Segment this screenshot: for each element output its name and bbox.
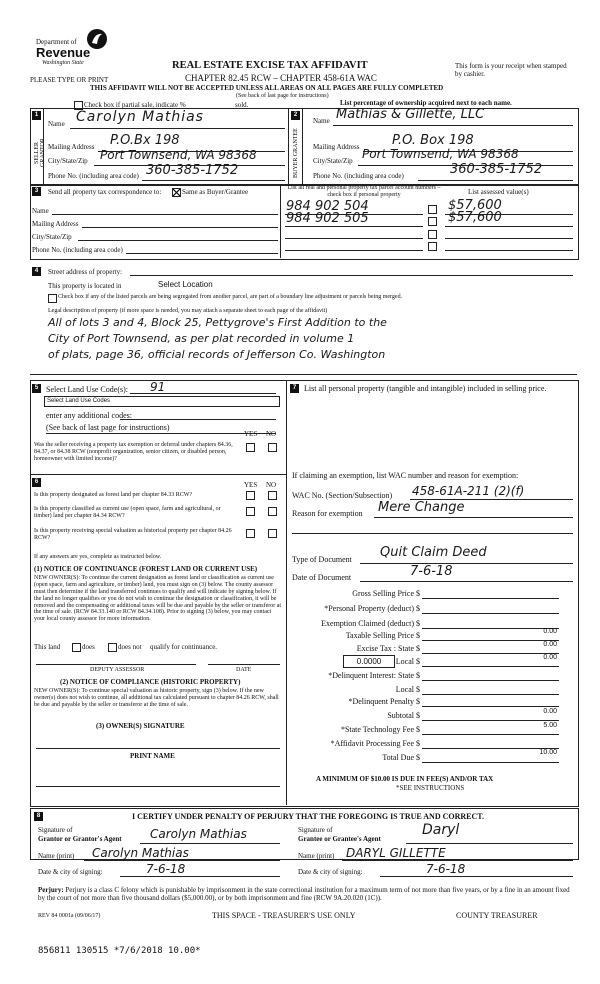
grantee-sig-label-1: Signature of [298, 826, 333, 834]
seller-city-label: City/State/Zip [48, 157, 88, 165]
buyer-mailing[interactable]: P.O. Box 198 [392, 133, 474, 148]
warning-line: THIS AFFIDAVIT WILL NOT BE ACCEPTED UNLESS ALL AREAS ON ALL PAGES ARE FULLY COMPLETED [90, 84, 444, 92]
land-does-checkbox[interactable] [72, 643, 81, 652]
grantor-name-label: Name (print) [38, 852, 75, 860]
buyer-phone-label: Phone No. (including area code) [313, 172, 404, 180]
fee-value-total[interactable]: 10.00 [539, 749, 557, 756]
doc-date-value[interactable]: 7-6-18 [410, 564, 453, 579]
land-does-not-checkbox[interactable] [108, 643, 117, 652]
land-does-label: does [82, 643, 95, 651]
fee-value-local[interactable]: 0.00 [543, 654, 557, 661]
corr-phone-label: Phone No. (including area code) [32, 246, 123, 254]
perjury-note [38, 886, 576, 902]
deputy-date-label: DATE [236, 667, 252, 673]
wac-label: WAC No. (Section/Subsection) [292, 491, 393, 500]
fee-label-exemption: Exemption Claimed (deduct) $ [321, 619, 420, 628]
grantor-sig-label-1: Signature of [38, 826, 73, 834]
treasurer-space: THIS SPACE - TREASURER'S USE ONLY [212, 911, 356, 920]
fee-label-subtotal: Subtotal $ [387, 711, 420, 720]
grantee-date-label: Date & city of signing: [298, 868, 363, 876]
qualify-label: qualify for continuance. [150, 643, 218, 651]
grantee-name[interactable]: DARYL GILLETTE [346, 846, 446, 860]
location-select[interactable]: Select Location [158, 280, 213, 289]
legal-description-label: Legal description of property (if more space is needed, you may attach a separate sheet to each page of the affidavit) [48, 308, 328, 314]
current-use-no-checkbox[interactable] [268, 507, 277, 516]
seller-phone-label: Phone No. (including area code) [48, 172, 139, 180]
corr-mailing-label: Mailing Address [32, 220, 79, 228]
s5-no-checkbox[interactable] [268, 443, 277, 452]
see-back-section5: (See back of last page for instructions) [46, 423, 170, 432]
seller-name-label: Name [48, 120, 65, 128]
notice-compliance-text: NEW OWNER(S): To continue special valuation as historic property, sign (3) below. If the new owner(s) does not wish to continue, all additional tax calculated pursuant to chapter 84.26 RCW, shall be due and payable by the seller or transferor at the time of sale. [34, 688, 279, 708]
certify-statement: I CERTIFY UNDER PENALTY OF PERJURY THAT THE FOREGOING IS TRUE AND CORRECT. [132, 812, 485, 821]
fee-label-delinq-interest-local: Local $ [395, 685, 420, 694]
fee-label-delinq-interest-state: *Delinquent Interest: State $ [328, 671, 420, 680]
buyer-phone[interactable]: 360-385-1752 [450, 162, 543, 177]
current-use-question: Is this property classified as current use (open space, farm and agricultural, or timber) land per chapter 84.34 RCW? [34, 506, 221, 519]
buyer-grantee-label: BUYER GRANTEE [293, 128, 299, 178]
forest-no-checkbox[interactable] [268, 491, 277, 500]
ownership-note: List percentage of ownership acquired next to each name. [340, 99, 512, 107]
section-5-number: 5 [32, 384, 41, 393]
exemption-claim-note: If claiming an exemption, list WAC number and reason for exemption: [292, 471, 519, 480]
same-as-buyer-label: Same as Buyer/Grantee [182, 188, 249, 196]
see-instructions-note: *SEE INSTRUCTIONS [396, 784, 465, 792]
corr-name-label: Name [32, 207, 49, 215]
deputy-assessor-label: DEPUTY ASSESSOR [90, 667, 145, 673]
if-yes-note: If any answers are yes, complete as instructed below. [34, 554, 162, 560]
receipt-note: This form is your receipt when stamped by cashier. [455, 62, 567, 79]
street-address-label: Street address of property: [48, 268, 123, 276]
section-7-number: 7 [290, 384, 299, 393]
check-mark-icon [173, 189, 180, 196]
fee-value-taxable[interactable]: 0.00 [543, 628, 557, 635]
land-does-not-label: does not [118, 643, 142, 651]
perjury-label: Perjury: [38, 886, 64, 894]
additional-codes-label: enter any additional codes: [46, 411, 132, 420]
legal-line-2[interactable]: City of Port Townsend, as per plat recorded in volume 1 [48, 332, 355, 345]
reason-value[interactable]: Mere Change [378, 500, 465, 515]
minimum-due-note: A MINIMUM OF $10.00 IS DUE IN FEE(S) AND/OR TAX [316, 775, 494, 783]
form-title: REAL ESTATE EXCISE TAX AFFIDAVIT [172, 60, 368, 71]
fee-label-delinq-penalty: *Delinquent Penalty $ [348, 697, 420, 706]
corr-city-label: City/State/Zip [32, 233, 72, 241]
segregated-note: Check box if any of the listed parcels are being segregated from another parcel, are part of a boundary line adjustment or parcels being merged. [58, 294, 403, 300]
wac-value[interactable]: 458-61A-211 (2)(f) [412, 484, 525, 498]
segregated-checkbox[interactable] [48, 294, 57, 303]
assessed-value-1[interactable]: $57,600 [448, 198, 502, 213]
grantor-date[interactable]: 7-6-18 [146, 862, 186, 876]
print-name-label: PRINT NAME [130, 752, 175, 760]
seller-mailing-label: Mailing Address [48, 143, 95, 151]
fee-value-excise-state[interactable]: 0.00 [543, 641, 557, 648]
grantor-name[interactable]: Carolyn Mathias [92, 846, 189, 860]
parcel-4-personal-checkbox[interactable] [428, 242, 437, 251]
doc-date-label: Date of Document [292, 573, 352, 582]
seller-name[interactable]: Carolyn Mathias [76, 109, 204, 125]
fee-label-personal: *Personal Property (deduct) $ [324, 604, 420, 613]
parcel-2[interactable]: 984 902 505 [286, 211, 369, 226]
section-6-number: 6 [32, 478, 41, 487]
historic-yes-checkbox[interactable] [246, 529, 255, 538]
county-treasurer: COUNTY TREASURER [456, 911, 538, 920]
personal-property-note: List all personal property (tangible and intangible) included in selling price. [304, 384, 547, 393]
same-as-buyer-checkbox[interactable] [172, 188, 181, 197]
parcel-2-personal-checkbox[interactable] [428, 217, 437, 226]
buyer-city-label: City/State/Zip [313, 157, 353, 165]
buyer-name-label: Name [313, 117, 330, 125]
legal-line-1[interactable]: All of lots 3 and 4, Block 25, Pettygrove's First Addition to the [48, 316, 387, 329]
fee-label-gross: Gross Selling Price $ [352, 589, 420, 598]
s6-no: NO [266, 481, 277, 489]
land-use-code[interactable]: 91 [150, 380, 166, 394]
fee-label-tech: *State Technology Fee $ [340, 725, 420, 734]
fee-label-excise-state: Excise Tax : State $ [356, 644, 420, 653]
cashier-stamp: 856811 130515 *7/6/2018 10.00* [38, 946, 201, 956]
print-note: PLEASE TYPE OR PRINT [30, 76, 109, 84]
revenue-wordmark: Revenue [36, 45, 91, 60]
section-4-number: 4 [32, 267, 41, 276]
washington-state: Washington State [42, 60, 84, 66]
fee-label-taxable: Taxable Selling Price $ [345, 631, 420, 640]
parcel-1-personal-checkbox[interactable] [428, 205, 437, 214]
legal-line-3[interactable]: of plats, page 36, official records of Jefferson Co. Washington [48, 348, 386, 361]
section-8-number: 8 [34, 812, 43, 821]
section-2-number: 2 [291, 111, 300, 120]
grantor-signature[interactable]: Carolyn Mathias [150, 827, 247, 841]
forest-yes-checkbox[interactable] [246, 491, 255, 500]
chapter-line: CHAPTER 82.45 RCW – CHAPTER 458-61A WAC [185, 73, 377, 83]
current-use-yes-checkbox[interactable] [246, 507, 255, 516]
section-3-number: 3 [32, 187, 41, 196]
parcel-1[interactable]: 984 902 504 [286, 199, 369, 214]
forest-question: Is this property designated as forest land per chapter 84.33 RCW? [34, 492, 193, 498]
see-back-header: (See back of last page for instructions) [236, 93, 329, 99]
fee-label-total: Total Due $ [382, 753, 420, 762]
s5-no: NO [266, 430, 277, 438]
rev-number: REV 84 0001a (09/06/17) [38, 913, 101, 919]
s5-yes: YES [244, 430, 258, 438]
notice-compliance-title: (2) NOTICE OF COMPLIANCE (HISTORIC PROPERTY) [60, 678, 241, 686]
historic-no-checkbox[interactable] [268, 529, 277, 538]
seller-mailing[interactable]: P.O.Bx 198 [110, 133, 180, 148]
buyer-mailing-label: Mailing Address [313, 143, 360, 151]
grantee-signature[interactable]: Daryl [422, 822, 460, 838]
this-land-label: This land [34, 643, 61, 651]
grantee-date[interactable]: 7-6-18 [426, 862, 466, 876]
reason-label: Reason for exemption [292, 509, 363, 518]
grantee-sig-label-2: Grantee or Grantee's Agent [298, 835, 381, 843]
notice-continuance-text: NEW OWNER(S): To continue the current designation as forest land or classification as current use (open space, farm and agriculture, or timber) land, you must sign on (3) below. The county assessor must then determine if the land transferred continues to qualify and will indicate by signing below. If the land no longer qualifies or you do not wish to continue the designation or classification, it will be removed and the compensating or additional taxes will be due and payable by the seller or transferor at the time of sale. (RCW 84.33.140 or RCW 84.34.108). Prior to signing (3) below, you may contact your local county assessor for more information. [34, 575, 282, 623]
grantee-name-label: Name (print) [298, 852, 335, 860]
historic-question: Is this property receiving special valuation as historical property per chapter 84.26 RCW? [34, 528, 232, 541]
grantor-sig-label-2: Grantor or Grantor's Agent [38, 835, 122, 843]
parcel-header: List all real and personal property tax parcel account numbers – check box if personal property [287, 185, 441, 198]
assessed-header: List assessed value(s) [468, 188, 529, 196]
section-1-number: 1 [32, 111, 41, 120]
notice-continuance-title: (1) NOTICE OF CONTINUANCE (FOREST LAND OR CURRENT USE) [34, 565, 258, 573]
land-use-label: Select Land Use Code(s): [46, 385, 128, 394]
dor-logo [36, 28, 116, 72]
land-use-dropdown[interactable]: Select Land Use Codes [44, 396, 280, 407]
fee-label-local: Local $ [395, 657, 420, 666]
send-correspondence-label: Send all property tax correspondence to: [48, 188, 162, 196]
sold-label: sold. [235, 101, 249, 109]
exemption-question: Was the seller receiving a property tax exemption or deferral under chapters 84.36, 84.37, or 84.38 RCW (nonprofit organization, senior citizen, or disabled person, homeowner with limited income)? [34, 442, 233, 462]
fee-label-processing: *Affidavit Processing Fee $ [330, 739, 420, 748]
located-label: This property is located in [48, 282, 122, 290]
dept-of: Department of [36, 38, 77, 46]
perjury-text: Perjury is a class C felony which is punishable by imprisonment in the state correctional institution for a maximum term of not more than five years, or by a fine in an amount fixed by the court of not more than five thousand dollars ($5,000.00), or by both imprisonment and fine (RCW 9A.20.020 (1C)). [38, 886, 570, 903]
grantor-date-label: Date & city of signing: [38, 868, 103, 876]
buyer-city[interactable]: Port Townsend, WA 98368 [362, 147, 519, 161]
owner-signature-label: (3) OWNER(S) SIGNATURE [96, 722, 185, 730]
assessed-value-2[interactable]: $57,600 [448, 210, 502, 225]
seller-grantor-label: SELLER [34, 142, 40, 164]
seller-phone[interactable]: 360-385-1752 [146, 163, 239, 178]
fee-value-tech[interactable]: 5.00 [543, 722, 557, 729]
doc-type-value[interactable]: Quit Claim Deed [380, 545, 487, 560]
parcel-3-personal-checkbox[interactable] [428, 230, 437, 239]
partial-sale-label: Check box if partial sale, indicate % [84, 101, 186, 109]
local-rate-input[interactable]: 0.0000 [343, 655, 395, 668]
doc-type-label: Type of Document [292, 555, 352, 564]
buyer-name[interactable]: Mathias & Gillette, LLC [336, 107, 485, 122]
seller-city[interactable]: Port Townsend, WA 98368 [100, 148, 257, 162]
s5-yes-checkbox[interactable] [246, 443, 255, 452]
fee-value-subtotal[interactable]: 0.00 [543, 708, 557, 715]
s6-yes: YES [244, 481, 258, 489]
